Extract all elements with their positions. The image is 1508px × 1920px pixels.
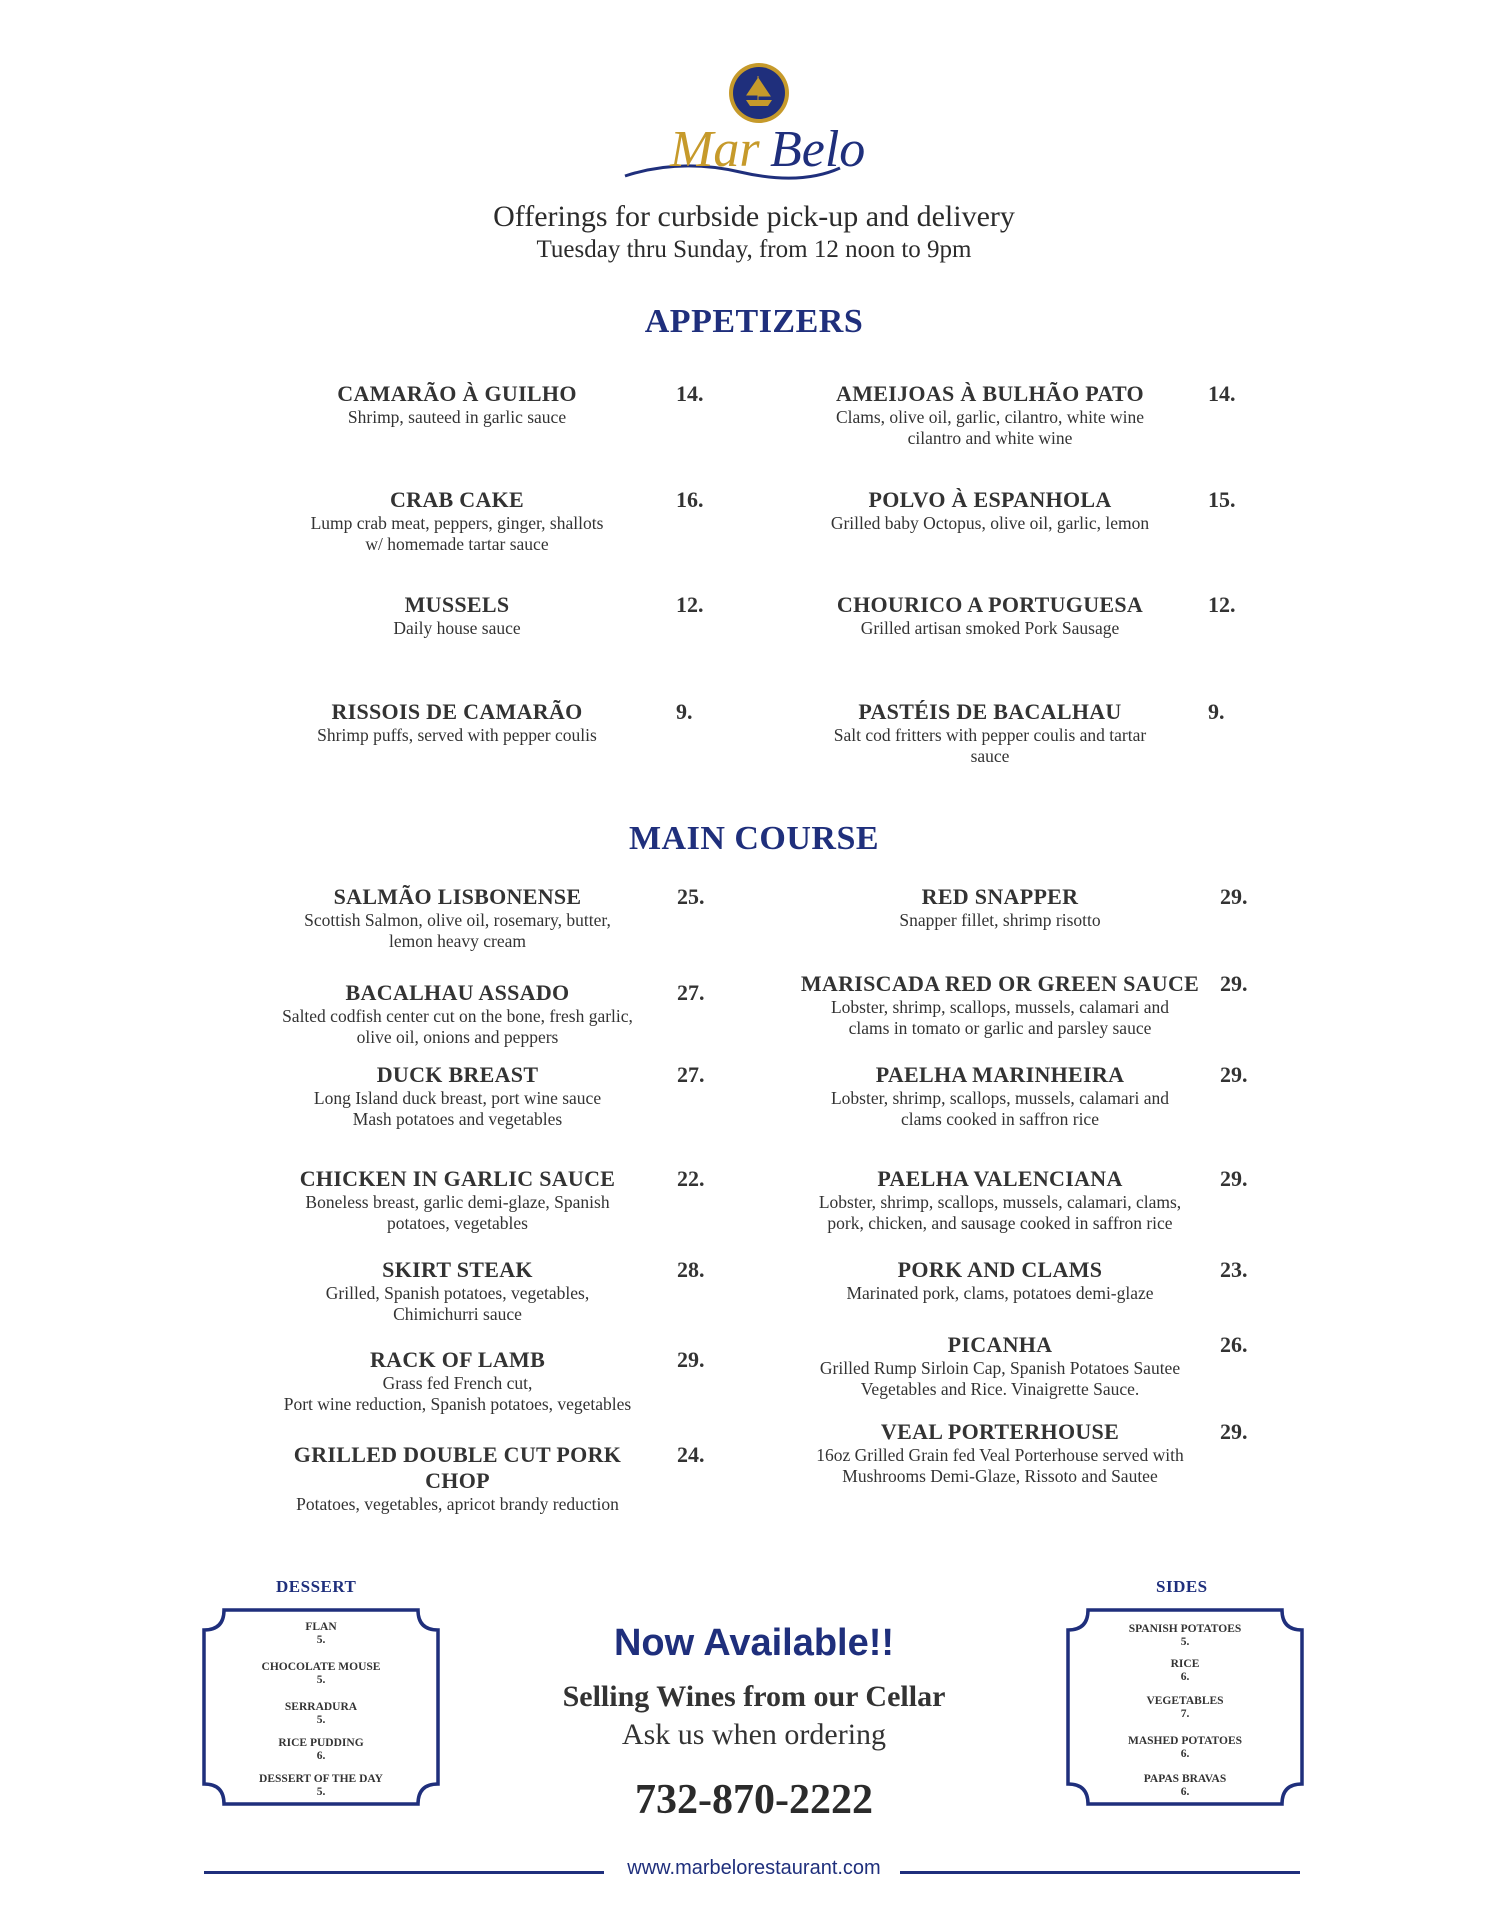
menu-item-name: SKIRT STEAK [382, 1257, 533, 1282]
menu-item-description: cilantro and white wine [907, 428, 1073, 448]
menu-item-name: RED SNAPPER [921, 884, 1079, 909]
menu-item [795, 884, 1205, 931]
menu-item [795, 1062, 1205, 1130]
list-item-name: RICE PUDDING [278, 1737, 364, 1749]
menu-item-price: 26. [1220, 1332, 1248, 1357]
menu-item [260, 1166, 655, 1234]
menu-item-description: Clams, olive oil, garlic, cilantro, white wine [835, 407, 1145, 427]
menu-item-name: CHICKEN IN GARLIC SAUCE [299, 1166, 616, 1191]
menu-item [260, 1442, 655, 1515]
sides-heading: SIDES [1156, 1577, 1208, 1596]
list-item-name: PAPAS BRAVAS [1143, 1773, 1227, 1785]
menu-item-description: potatoes, vegetables [387, 1213, 528, 1233]
menu-item-name: PAELHA MARINHEIRA [875, 1062, 1125, 1087]
menu-item-description: w/ homemade tartar sauce [365, 534, 549, 554]
menu-item [260, 1257, 655, 1325]
menu-item-price: 29. [1220, 971, 1248, 996]
menu-item-description: Daily house sauce [393, 618, 521, 638]
brand-name-mar: Mar [670, 121, 760, 178]
menu-item-name: BACALHAU ASSADO [345, 980, 570, 1005]
brand-logo [620, 118, 900, 188]
menu-item-description: Marinated pork, clams, potatoes demi-glaze [846, 1283, 1154, 1303]
list-item-price: 6. [1180, 1786, 1190, 1798]
menu-item-price: 12. [1208, 592, 1236, 617]
menu-item-price: 22. [677, 1166, 705, 1191]
menu-item [272, 699, 642, 746]
list-item-price: 6. [1180, 1671, 1190, 1683]
menu-item-description: Grilled, Spanish potatoes, vegetables, [325, 1283, 590, 1303]
menu-item-description: lemon heavy cream [388, 931, 527, 951]
menu-item-price: 29. [677, 1347, 705, 1372]
menu-item-description: Grilled Rump Sirloin Cap, Spanish Potatoes Sautee [819, 1358, 1181, 1378]
list-item-price: 5. [316, 1714, 326, 1726]
menu-item-name: DUCK BREAST [376, 1062, 539, 1087]
menu-item [272, 487, 642, 555]
menu-item-price: 24. [677, 1442, 705, 1467]
menu-item-description: Shrimp puffs, served with pepper coulis [317, 725, 597, 745]
menu-item-description: Scottish Salmon, olive oil, rosemary, butter, [304, 910, 611, 930]
menu-item [800, 699, 1180, 767]
menu-item-description: 16oz Grilled Grain fed Veal Porterhouse served with [816, 1445, 1184, 1465]
list-item-price: 5. [316, 1786, 326, 1798]
menu-item-name: PAELHA VALENCIANA [877, 1166, 1123, 1191]
ask-promo: Ask us when ordering [621, 1718, 887, 1751]
list-item-price: 5. [316, 1674, 326, 1686]
menu-item-description: Long Island duck breast, port wine sauce [313, 1088, 602, 1108]
menu-item-description: olive oil, onions and peppers [356, 1027, 559, 1047]
menu-item-description: Chimichurri sauce [393, 1304, 522, 1324]
ship-emblem-icon [728, 62, 790, 124]
list-item-name: FLAN [305, 1621, 337, 1633]
menu-item-name: CHOURICO A PORTUGUESA [836, 592, 1144, 617]
menu-item-description: Shrimp, sauteed in garlic sauce [347, 407, 567, 427]
list-item-price: 6. [316, 1750, 326, 1762]
menu-item-description: Port wine reduction, Spanish potatoes, vegetables [283, 1394, 632, 1414]
menu-item-name: MUSSELS [404, 592, 510, 617]
menu-item [260, 1062, 655, 1130]
menu-item-price: 27. [677, 1062, 705, 1087]
menu-item [800, 381, 1180, 449]
menu-item-description: Grilled artisan smoked Pork Sausage [860, 618, 1120, 638]
menu-item-description: Vegetables and Rice. Vinaigrette Sauce. [860, 1379, 1140, 1399]
menu-item-name: RACK OF LAMB [369, 1347, 546, 1372]
phone-number[interactable]: 732-870-2222 [635, 1777, 873, 1823]
menu-item-price: 14. [1208, 381, 1236, 406]
main-course-heading: MAIN COURSE [628, 820, 880, 857]
menu-item-name: AMEIJOAS À BULHÃO PATO [836, 381, 1144, 406]
menu-item-description: Salt cod fritters with pepper coulis and tartar [833, 725, 1147, 745]
menu-item-description: pork, chicken, and sausage cooked in saffron rice [827, 1213, 1173, 1233]
menu-item-price: 15. [1208, 487, 1236, 512]
menu-item-name: SALMÃO LISBONENSE [333, 884, 582, 909]
menu-item-name: MARISCADA RED OR GREEN SAUCE [800, 971, 1200, 996]
menu-item-name: VEAL PORTERHOUSE [880, 1419, 1120, 1444]
menu-item-price: 9. [1208, 699, 1225, 724]
list-item-name: DESSERT OF THE DAY [259, 1773, 383, 1785]
list-item-name: RICE [1170, 1658, 1200, 1670]
menu-item-price: 29. [1220, 1062, 1248, 1087]
list-item-name: SPANISH POTATOES [1128, 1623, 1242, 1635]
menu-item-name: RISSOIS DE CAMARÃO [331, 699, 583, 724]
menu-item [260, 1347, 655, 1415]
list-item-price: 7. [1180, 1708, 1190, 1720]
menu-item [272, 381, 642, 428]
menu-item-name: POLVO À ESPANHOLA [868, 487, 1112, 512]
list-item-name: VEGETABLES [1146, 1695, 1224, 1707]
menu-item-description: Boneless breast, garlic demi-glaze, Spanish [305, 1192, 610, 1212]
menu-item-description: Potatoes, vegetables, apricot brandy reduction [296, 1494, 619, 1514]
menu-item [272, 592, 642, 639]
menu-item-description: Salted codfish center cut on the bone, fresh garlic, [282, 1006, 633, 1026]
menu-item-price: 29. [1220, 884, 1248, 909]
menu-item-name: PORK AND CLAMS [897, 1257, 1103, 1282]
menu-item-price: 27. [677, 980, 705, 1005]
menu-item-description: Lobster, shrimp, scallops, mussels, calamari and [830, 1088, 1170, 1108]
wines-promo: Selling Wines from our Cellar [562, 1680, 946, 1713]
menu-item-description: clams cooked in saffron rice [901, 1109, 1099, 1129]
appetizers-heading: APPETIZERS [644, 303, 864, 340]
now-available-headline: Now Available!! [613, 1622, 895, 1664]
website-link[interactable]: www.marbelorestaurant.com [627, 1857, 881, 1879]
menu-item-description: Lobster, shrimp, scallops, mussels, calamari and [830, 997, 1170, 1017]
menu-item [800, 592, 1180, 639]
menu-item-description: Mash potatoes and vegetables [352, 1109, 563, 1129]
menu-item-price: 28. [677, 1257, 705, 1282]
menu-item [260, 980, 655, 1048]
menu-item-price: 25. [677, 884, 705, 909]
dessert-heading: DESSERT [276, 1577, 357, 1596]
menu-item-description: Lump crab meat, peppers, ginger, shallots [310, 513, 604, 533]
menu-item-name: GRILLED DOUBLE CUT PORK CHOP [293, 1442, 622, 1493]
intro-hours: Tuesday thru Sunday, from 12 noon to 9pm [536, 236, 972, 263]
menu-item-name: CAMARÃO À GUILHO [337, 381, 577, 406]
menu-item-description: Grilled baby Octopus, olive oil, garlic, lemon [830, 513, 1150, 533]
menu-item [795, 971, 1205, 1039]
list-item-price: 5. [1180, 1636, 1190, 1648]
menu-item [260, 884, 655, 952]
list-item-price: 6. [1180, 1748, 1190, 1760]
menu-item-price: 12. [676, 592, 704, 617]
menu-item-price: 9. [676, 699, 693, 724]
list-item-price: 5. [316, 1634, 326, 1646]
menu-item-description: clams in tomato or garlic and parsley sauce [848, 1018, 1152, 1038]
menu-item-name: CRAB CAKE [389, 487, 525, 512]
menu-item-price: 29. [1220, 1419, 1248, 1444]
menu-item [795, 1166, 1205, 1234]
menu-item-price: 14. [676, 381, 704, 406]
list-item-name: MASHED POTATOES [1127, 1735, 1243, 1747]
menu-item-name: PICANHA [947, 1332, 1053, 1357]
menu-item-price: 29. [1220, 1166, 1248, 1191]
menu-item [795, 1257, 1205, 1304]
menu-item-description: Mushrooms Demi-Glaze, Rissoto and Sautee [842, 1466, 1158, 1486]
menu-item [795, 1419, 1205, 1487]
footer-divider-right [900, 1871, 1300, 1874]
menu-item-price: 16. [676, 487, 704, 512]
menu-item-description: Snapper fillet, shrimp risotto [899, 910, 1101, 930]
menu-item-price: 23. [1220, 1257, 1248, 1282]
intro-offerings: Offerings for curbside pick-up and delivery [493, 200, 1015, 233]
menu-item [795, 1332, 1205, 1400]
menu-item [800, 487, 1180, 534]
menu-item-description: sauce [970, 746, 1010, 766]
list-item-name: SERRADURA [284, 1701, 358, 1713]
menu-item-description: Lobster, shrimp, scallops, mussels, calamari, clams, [818, 1192, 1182, 1212]
menu-item-name: PASTÉIS DE BACALHAU [858, 699, 1122, 724]
menu-item-description: Grass fed French cut, [382, 1373, 533, 1393]
brand-name-belo: Belo [770, 121, 866, 178]
list-item-name: CHOCOLATE MOUSE [261, 1661, 381, 1673]
